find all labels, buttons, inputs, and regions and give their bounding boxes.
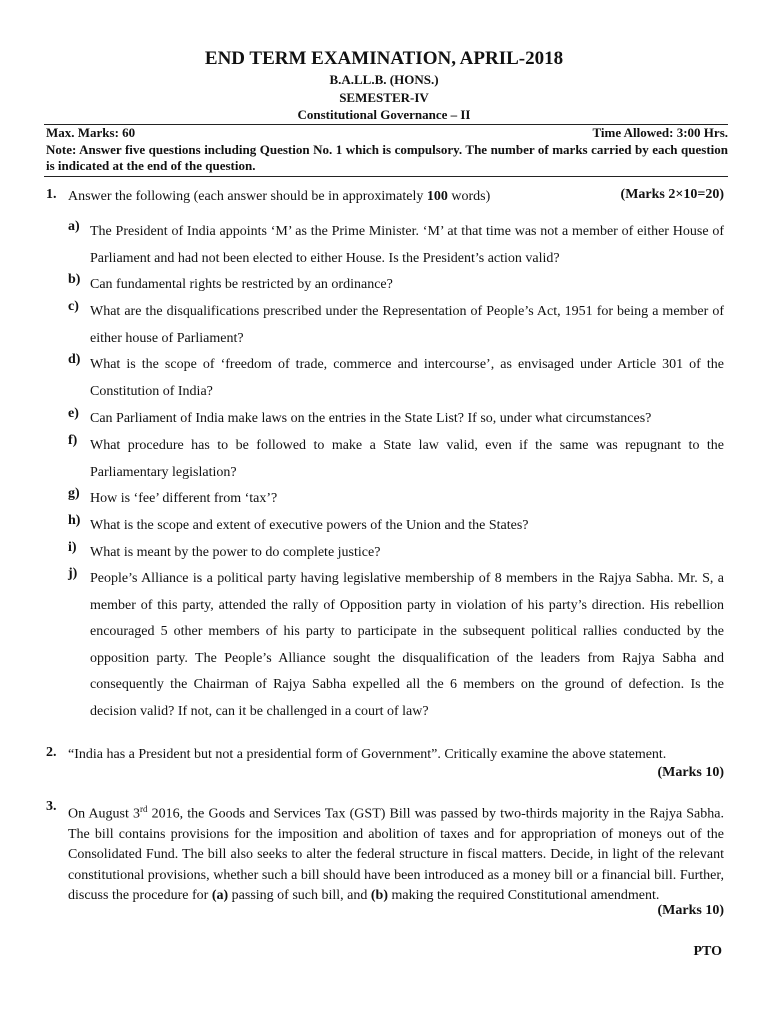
question-1-number: 1. [46, 187, 57, 202]
marks-time-row [46, 125, 728, 141]
time-allowed: Time Allowed: 3:00 Hrs. [592, 125, 728, 140]
part-label: a) [68, 219, 80, 234]
question-3-marks: (Marks 10) [657, 903, 724, 918]
part-text: What are the disqualifications prescribed under the Representation of People’s Act, 1951 for being a member of either house of Parliament? [90, 304, 724, 346]
ordinal-suffix: rd [140, 804, 148, 814]
part-text: People’s Alliance is a political party having legislative membership of 8 members in the Rajya Sabha. Mr. S, a member of this party, attended the rally of Opposition party in violation of his party’s direction. His rebellion encouraged 5 other members of his party to participate in the subsequent political rallies conducted by the opposition party. The People’s Alliance sought the disqualification of the leaders from Rajya Sabha and consequently the Chairman of Rajya Sabha expelled all the 6 members on the ground of defection. Is the decision valid? If not, can it be challenged in a court of law? [90, 571, 724, 719]
divider-bottom [44, 176, 728, 177]
part-text: Can fundamental rights be restricted by an ordinance? [90, 277, 393, 292]
part-text: How is ‘fee’ different from ‘tax’? [90, 491, 278, 506]
part-label: c) [68, 299, 79, 314]
question-1-text-before: Answer the following (each answer should be in approximately [68, 189, 427, 204]
part-label: e) [68, 406, 79, 421]
question-3-text-part: 2016, the Goods and Services Tax (GST) Bill was passed by two-thirds majority in the Rajya Sabha. The bill contains provisions for the imposition and abolition of taxes and for appropriation of moneys out of the Consolidated Fund. The bill also seeks to alter the federal structure in fiscal matters. Decide, in light of the relevant constitutional provisions, whether such a bill should have been introduced as a money bill or a financial bill. Further, discuss the procedure for [68, 806, 724, 904]
semester: SEMESTER-IV [339, 90, 429, 105]
question-3-number: 3. [46, 799, 57, 814]
part-text: What is the scope and extent of executive powers of the Union and the States? [90, 518, 529, 533]
part-text: The President of India appoints ‘M’ as the Prime Minister. ‘M’ at that time was not a member of either House of Parliament and had not been elected to either House. Is the President’s action valid? [90, 224, 724, 266]
part-text: What is the scope of ‘freedom of trade, commerce and intercourse’, as envisaged under Article 301 of the Constitution of India? [90, 357, 724, 399]
question-1-marks: (Marks 2×10=20) [620, 187, 724, 202]
part-label: b) [68, 272, 81, 287]
part-text: What procedure has to be followed to make a State law valid, even if the same was repugnant to the Parliamentary legislation? [90, 438, 724, 480]
question-2-text: “India has a President but not a presidential form of Government”. Critically examine the above statement. [68, 747, 667, 762]
pto-label: PTO [693, 944, 722, 959]
part-label: i) [68, 540, 77, 555]
instructions-note: Note: Answer five questions including Question No. 1 which is compulsory. The number of marks carried by each question is indicated at the end of the question. [46, 142, 728, 173]
part-label: j) [68, 566, 78, 581]
part-text: Can Parliament of India make laws on the entries in the State List? If so, under what circumstances? [90, 411, 652, 426]
question-3-text [68, 799, 724, 907]
question-1-text-after: words) [447, 189, 491, 204]
course-name: B.A.LL.B. (HONS.) [329, 72, 439, 87]
question-2-number: 2. [46, 745, 57, 760]
part-text: What is meant by the power to do complete justice? [90, 545, 381, 560]
part-label: h) [68, 513, 81, 528]
question-2-marks: (Marks 10) [657, 765, 724, 780]
question-3-text-part: On August 3 [68, 806, 141, 822]
subpart-label-a: (a) [211, 888, 229, 904]
part-label: d) [68, 352, 81, 367]
question-3-text-part: making the required Constitutional amendment. [388, 888, 660, 904]
exam-title: END TERM EXAMINATION, APRIL-2018 [204, 48, 564, 69]
question-1-word-count: 100 [426, 189, 448, 204]
subject-name: Constitutional Governance – II [297, 107, 471, 122]
part-label: g) [68, 486, 80, 501]
subpart-label-b: (b) [370, 888, 389, 904]
question-3-text-part: passing of such bill, and [228, 888, 371, 904]
part-label: f) [68, 433, 78, 448]
max-marks: Max. Marks: 60 [46, 125, 136, 140]
